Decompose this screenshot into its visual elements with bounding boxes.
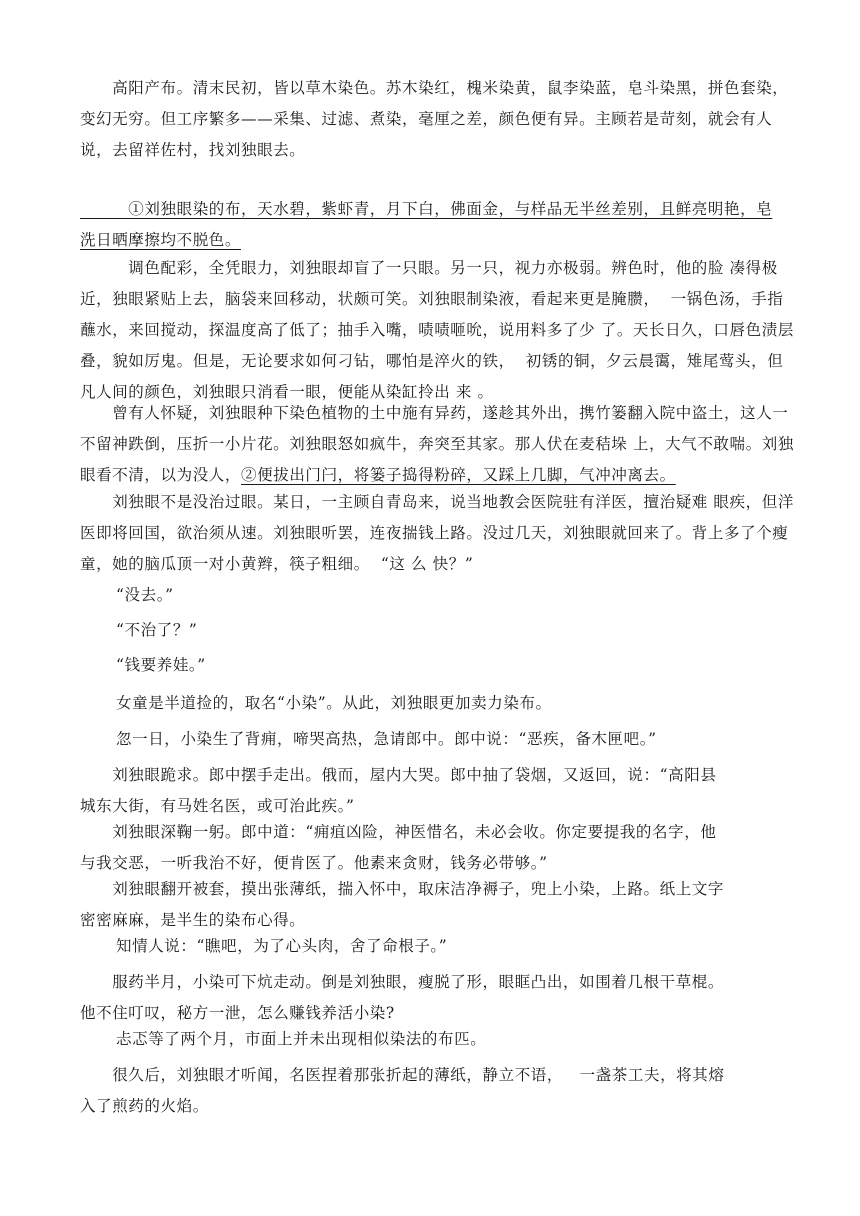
- paragraph-9: 女童是半道捡的，取名“小染”。从此，刘独眼更加卖力染布。: [116, 694, 552, 712]
- paragraph-12: 刘独眼深鞠一躬。郎中道：“痈疽凶险，神医惜名，未必会收。你定要提我的名字，他与我交恶，一听我治不好，便肯医了。他素来贪财，钱务必带够。”: [80, 823, 717, 872]
- paragraph-3: 调色配彩，全凭眼力，刘独眼却盲了一只眼。另一只，视力亦极弱。辨色时，他的脸 凑得极近，独眼紧贴上去，脑袋来回移动，状颇可笑。刘独眼制染液，看起来更是腌臜， 一锅色汤，手指蘸水，来回搅动，探温度高了低了；抽手入嘴，啧啧咂吮，说用料多了少 了。天长日久，口唇色渍层叠，貌如厉鬼。但是，无论要求如何刁钻，哪怕是淬火的铁， 初锈的铜，夕云晨霭，雉尾莺头，但凡人间的颜色，刘独眼只消看一眼，便能从染缸拎出 来 。: [80, 259, 794, 401]
- dialogue-2: “不治了？”: [116, 621, 198, 639]
- dialogue-3: “钱要养娃。”: [116, 656, 206, 674]
- paragraph-11: 刘独眼跪求。郎中摆手走出。俄而，屋内大哭。郎中抽了袋烟，又返回，说：“高阳县城东大街，有马姓名医，或可治此疾。”: [80, 766, 717, 815]
- paragraph-5: 刘独眼不是没治过眼。某日，一主顾自青岛来，说当地教会医院驻有洋医，擅治疑难 眼疾，但洋医即将回国，欲治须从速。刘独眼听罢，连夜揣钱上路。没过几天，刘独眼就回来了。背上多了个瘦童，她的脑瓜顶一对小黄辫，筷子粗细。 “这 么 快？”: [80, 493, 794, 573]
- paragraph-14: 知情人说：“瞧吧，为了心头肉，舍了命根子。”: [116, 937, 448, 955]
- paragraph-1: 高阳产布。清末民初，皆以草木染色。苏木染红，槐米染黄，鼠李染蓝，皂斗染黑，拼色套染，变幻无穷。但工序繁多——采集、过滤、煮染，毫厘之差，颜色便有异。主顾若是苛刻，就会有人说，去留祥佐村，找刘独眼去。: [80, 79, 789, 159]
- paragraph-4-text: 曾有人怀疑，刘独眼种下染色植物的土中施有异药，遂趁其外出，携竹篓翻入院中盗土，这人一不留神跌倒，压折一小片花。刘独眼怒如疯牛，奔突至其家。那人伏在麦秸垛 上，大气不敢喘。刘独眼看不清，以为没人，: [80, 404, 794, 484]
- paragraph-15: 服药半月，小染可下炕走动。倒是刘独眼，瘦脱了形，眼眶凸出，如围着几根干草棍。他不住叮叹，秘方一泄，怎么赚钱养活小染?: [80, 973, 725, 1022]
- paragraph-4: [80, 398, 800, 491]
- paragraph-17: 很久后，刘独眼才听闻，名医捏着那张折起的薄纸，静立不语， 一盏茶工夫，将其熔入了煎药的火焰。: [80, 1066, 725, 1115]
- paragraph-13: 刘独眼翻开被套，摸出张薄纸，揣入怀中，取床洁净褥子，兜上小染，上路。纸上文字密密麻麻，是半生的染布心得。: [80, 880, 725, 929]
- paragraph-4-underlined: ②便拔出门闩，将篓子捣得粉碎，又踩上几脚，气冲冲离去。: [241, 466, 676, 484]
- dialogue-1: “没去。”: [116, 586, 174, 604]
- paragraph-2-underlined: ①刘独眼染的布，天水碧，紫虾青，月下白，佛面金，与样品无半丝差别，且鲜亮明艳，皂洗日晒摩擦均不脱色。: [80, 200, 773, 249]
- paragraph-16: 忐忑等了两个月，市面上并未出现相似染法的布匹。: [116, 1030, 487, 1048]
- paragraph-10: 忽一日，小染生了背痈，啼哭高热，急请郎中。郎中说：“恶疾，备木匣吧。”: [116, 730, 657, 748]
